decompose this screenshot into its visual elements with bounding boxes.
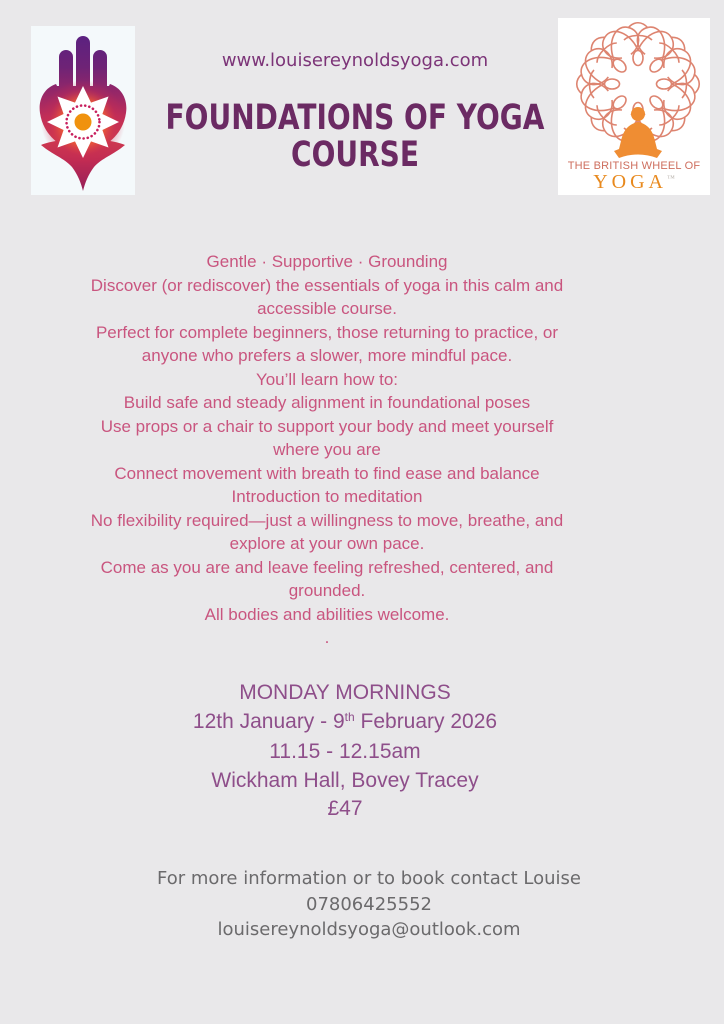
bwy-logo-text: THE BRITISH WHEEL OF (567, 160, 701, 172)
description-line: accessible course. (257, 299, 397, 318)
description-line: . (324, 628, 330, 647)
british-wheel-of-yoga-logo (558, 18, 710, 195)
description-line: where you are (273, 440, 381, 459)
trademark-symbol: ™ (666, 173, 675, 183)
description-line: No flexibility required—just a willingness to move, breathe, and (90, 510, 564, 530)
price-line: £47 (327, 797, 363, 820)
description-line: Build safe and steady alignment in foundational poses (123, 393, 531, 412)
course-description (0, 250, 654, 650)
description-line: Introduction to meditation (231, 487, 423, 506)
description-line: You’ll learn how to: (255, 369, 399, 389)
description-line: grounded. (288, 581, 366, 600)
bwy-logo-wordmark: YOGA™ (593, 171, 675, 193)
description-line: Gentle · Supportive · Grounding (206, 252, 448, 271)
title-line-1: FOUNDATIONS OF YOGA (165, 98, 545, 138)
course-details (0, 679, 690, 824)
dates-line: 12th January - 9th February 2026 (192, 709, 498, 733)
time-line: 11.15 - 12.15am (269, 740, 421, 763)
page-title (159, 100, 551, 174)
description-line: Use props or a chair to support your body and meet yourself (100, 416, 554, 436)
description-line: All bodies and abilities welcome. (204, 604, 450, 624)
description-line: Come as you are and leave feeling refreshed, centered, and (100, 557, 554, 577)
superscript-th: th (344, 709, 355, 724)
description-line: Discover (or rediscover) the essentials of yoga in this calm and (90, 275, 564, 295)
description-line: explore at your own pace. (229, 534, 425, 553)
website-url: www.louisereynoldsyoga.com (221, 50, 489, 71)
description-line: Connect movement with breath to find ease and balance (114, 463, 540, 483)
contact-email: louisereynoldsyoga@outlook.com (217, 919, 521, 940)
contact-line: For more information or to book contact Louise (157, 868, 581, 889)
venue-line: Wickham Hall, Bovey Tracey (211, 768, 479, 792)
contact-info (14, 866, 724, 943)
contact-phone: 07806425552 (306, 893, 432, 915)
schedule-line: MONDAY MORNINGS (239, 681, 451, 704)
bwy-mandala-icon (558, 18, 710, 160)
title-line-2: COURSE (291, 135, 419, 175)
description-line: Perfect for complete beginners, those returning to practice, or (95, 322, 559, 342)
description-line: anyone who prefers a slower, more mindful pace. (141, 346, 513, 365)
